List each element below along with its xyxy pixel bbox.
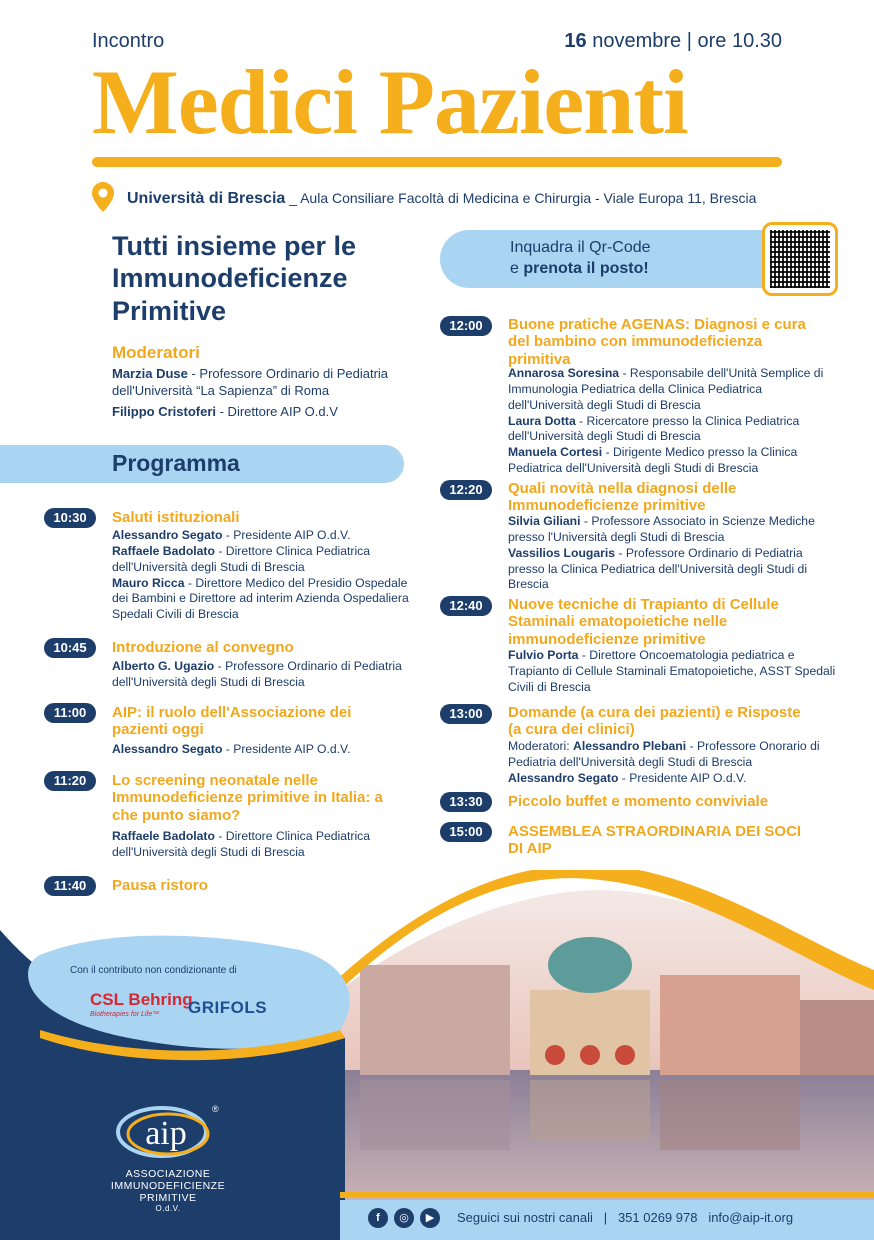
association-line: IMMUNODEFICIENZE xyxy=(110,1180,226,1193)
moderator-name: Filippo Cristoferi xyxy=(112,404,216,419)
facebook-icon[interactable]: f xyxy=(368,1208,388,1228)
qr-instructions xyxy=(510,238,651,280)
time-badge: 11:40 xyxy=(44,876,96,896)
time-badge: 10:30 xyxy=(44,508,96,528)
event-subtitle: Tutti insieme per le Immunodeficienze Primitive xyxy=(112,231,357,326)
date-day: 16 xyxy=(564,30,587,52)
speaker-role: - Professore Ordinario di Pediatria presso la Clinica Pediatrica dell'Università degli Studi di Brescia xyxy=(508,545,808,592)
speaker-role: - Direttore Clinica Pediatrica dell'Università degli Studi di Brescia xyxy=(112,543,371,574)
speaker-role: - Professore Ordinario di Pediatria dell'Università degli Studi di Brescia xyxy=(112,659,402,689)
venue-name: Università di Brescia xyxy=(127,190,286,207)
association-line: ASSOCIAZIONE xyxy=(125,1168,211,1180)
speaker-name: Manuela Cortesi xyxy=(508,445,603,460)
slot-speakers xyxy=(508,514,838,593)
slot-title: Saluti istituzionali xyxy=(112,509,240,526)
qr-line2-pre: e xyxy=(510,259,519,277)
speaker-role: - Ricercatore presso la Clinica Pediatrica dell'Università degli Studi di Brescia xyxy=(508,413,800,444)
speaker-role: - Direttore Medico del Presidio Ospedale dei Bambini e Direttore ad interim Azienda Ospedaliera Spedali Civili di Brescia xyxy=(112,575,409,622)
aip-logo-icon xyxy=(112,1100,222,1166)
speaker-role: - Presidente AIP O.d.V. xyxy=(222,528,351,542)
association-odv: O.d.V. xyxy=(155,1204,181,1214)
speaker-name: Laura Dotta xyxy=(508,413,576,428)
speaker-role: - Responsabile dell'Unità Semplice di Immunologia Pediatrica della Clinica Pediatrica dell'Università degli Studi di Brescia xyxy=(508,366,824,412)
speaker-name: Annarosa Soresina xyxy=(508,366,620,380)
qr-line1: Inquadra il Qr-Code xyxy=(510,239,651,256)
speaker-role: - Presidente AIP O.d.V. xyxy=(618,770,747,785)
slot-title: ASSEMBLEA STRAORDINARIA DEI SOCI DI AIP xyxy=(508,823,802,858)
csl-tagline: Biotherapies for Life™ xyxy=(90,1011,160,1018)
slot-speakers xyxy=(112,659,412,691)
slot-speakers xyxy=(112,829,412,861)
event-kicker: Incontro xyxy=(92,30,165,52)
instagram-icon[interactable]: ◎ xyxy=(394,1208,414,1228)
slot-speakers xyxy=(112,528,412,623)
speaker-name: Fulvio Porta xyxy=(508,648,579,662)
slot-title: AIP: il ruolo dell'Associazione dei pazienti oggi xyxy=(112,704,352,739)
time-badge: 12:40 xyxy=(440,596,492,616)
slot-title: Pausa ristoro xyxy=(112,877,208,894)
moderator-item xyxy=(112,366,432,400)
speaker-name: Alessandro Segato xyxy=(112,742,223,756)
speaker-name: Alessandro Segato xyxy=(112,528,223,542)
time-badge: 10:45 xyxy=(44,638,96,658)
speaker-name: Alessandro Plebani xyxy=(573,739,687,753)
speaker-name: Raffaele Badolato xyxy=(112,543,215,558)
moderator-name: Marzia Duse xyxy=(112,366,188,381)
venue-detail: _ Aula Consiliare Facoltà di Medicina e Chirurgia - Viale Europa 11, Brescia xyxy=(289,190,757,206)
slot-speakers xyxy=(112,742,412,758)
speaker-name: Alessandro Segato xyxy=(508,770,619,785)
slot-speakers xyxy=(508,648,838,696)
date-rest: novembre | ore 10.30 xyxy=(592,30,782,52)
slot-speakers xyxy=(508,739,838,787)
email-link[interactable]: info@aip-it.org xyxy=(708,1210,794,1225)
time-badge: 11:20 xyxy=(44,771,96,791)
speaker-name: Silvia Giliani xyxy=(508,514,581,528)
social-icons xyxy=(368,1208,440,1228)
venue xyxy=(127,190,756,208)
slot-title: Piccolo buffet e momento conviviale xyxy=(508,793,769,810)
association-name xyxy=(88,1168,248,1213)
slot-speakers xyxy=(508,366,838,477)
follow-label: Seguici sui nostri canali xyxy=(457,1210,593,1225)
time-badge: 12:20 xyxy=(440,480,492,500)
time-badge: 13:30 xyxy=(440,792,492,812)
youtube-icon[interactable]: ▶ xyxy=(420,1208,440,1228)
slot-title: Quali novità nella diagnosi delle Immunodeficienze primitive xyxy=(508,480,737,515)
time-badge: 11:00 xyxy=(44,703,96,723)
speaker-role: - Presidente AIP O.d.V. xyxy=(222,742,351,756)
location-pin-icon xyxy=(92,182,114,212)
footer-contacts xyxy=(457,1210,793,1225)
time-badge: 13:00 xyxy=(440,704,492,724)
speaker-role: Moderatori: xyxy=(508,739,574,753)
aip-registered-mark: ® xyxy=(212,1104,219,1114)
title-underline xyxy=(92,157,782,167)
moderator-role: - Direttore AIP O.d.V xyxy=(216,404,338,419)
speaker-role: - Professore Associato in Scienze Mediche presso l'Università degli Studi di Brescia xyxy=(508,514,815,544)
sponsor-intro: Con il contributo non condizionante di xyxy=(70,965,237,976)
speaker-role: - Professore Onorario di Pediatria dell'Università degli Studi di Brescia xyxy=(508,739,820,769)
aip-logo-text: aip xyxy=(145,1115,187,1152)
slot-title: Domande (a cura dei pazienti) e Risposte (a cura dei clinici) xyxy=(508,704,801,739)
time-badge: 15:00 xyxy=(440,822,492,842)
program-title: Programma xyxy=(112,450,240,476)
speaker-role: - Direttore Clinica Pediatrica dell'Università degli Studi di Brescia xyxy=(112,829,371,859)
qr-line2-bold: prenota il posto! xyxy=(523,259,649,277)
footer-separator: | xyxy=(603,1210,608,1225)
speaker-name: Vassilios Lougaris xyxy=(508,545,616,560)
speaker-name: Alberto G. Ugazio xyxy=(112,659,215,673)
speaker-role: - Direttore Oncoematologia pediatrica e Trapianto di Cellule Staminali Ematopoietiche, ASST Spedali Civili di Brescia xyxy=(508,648,836,694)
qr-pattern xyxy=(770,230,830,288)
slot-title: Introduzione al convegno xyxy=(112,639,294,656)
page-title: Medici Pazienti xyxy=(92,51,688,153)
slot-title: Nuove tecniche di Trapianto di Cellule Staminali ematopoietiche nelle immunodeficienze primitive xyxy=(508,596,779,648)
event-date xyxy=(564,30,782,53)
speaker-role: - Dirigente Medico presso la Clinica Pediatrica dell'Università degli Studi di Brescia xyxy=(508,445,798,476)
csl-behring-logo: CSL Behring xyxy=(90,990,193,1009)
speaker-name: Mauro Ricca xyxy=(112,575,185,590)
grifols-logo: GRIFOLS xyxy=(188,998,268,1017)
moderators-heading: Moderatori xyxy=(112,343,200,362)
speaker-name: Raffaele Badolato xyxy=(112,829,215,843)
association-line: PRIMITIVE xyxy=(139,1192,197,1205)
moderator-role: - Professore Ordinario di Pediatria dell'Università “La Sapienza” di Roma xyxy=(112,366,389,398)
slot-title: Buone pratiche AGENAS: Diagnosi e cura del bambino con immunodeficienza primitiva xyxy=(508,316,806,368)
qr-code[interactable] xyxy=(762,222,838,296)
slot-title: Lo screening neonatale nelle Immunodeficienze primitive in Italia: a che punto siamo? xyxy=(112,772,383,824)
time-badge: 12:00 xyxy=(440,316,492,336)
phone-number[interactable]: 351 0269 978 xyxy=(617,1210,698,1225)
moderator-item xyxy=(112,404,432,421)
